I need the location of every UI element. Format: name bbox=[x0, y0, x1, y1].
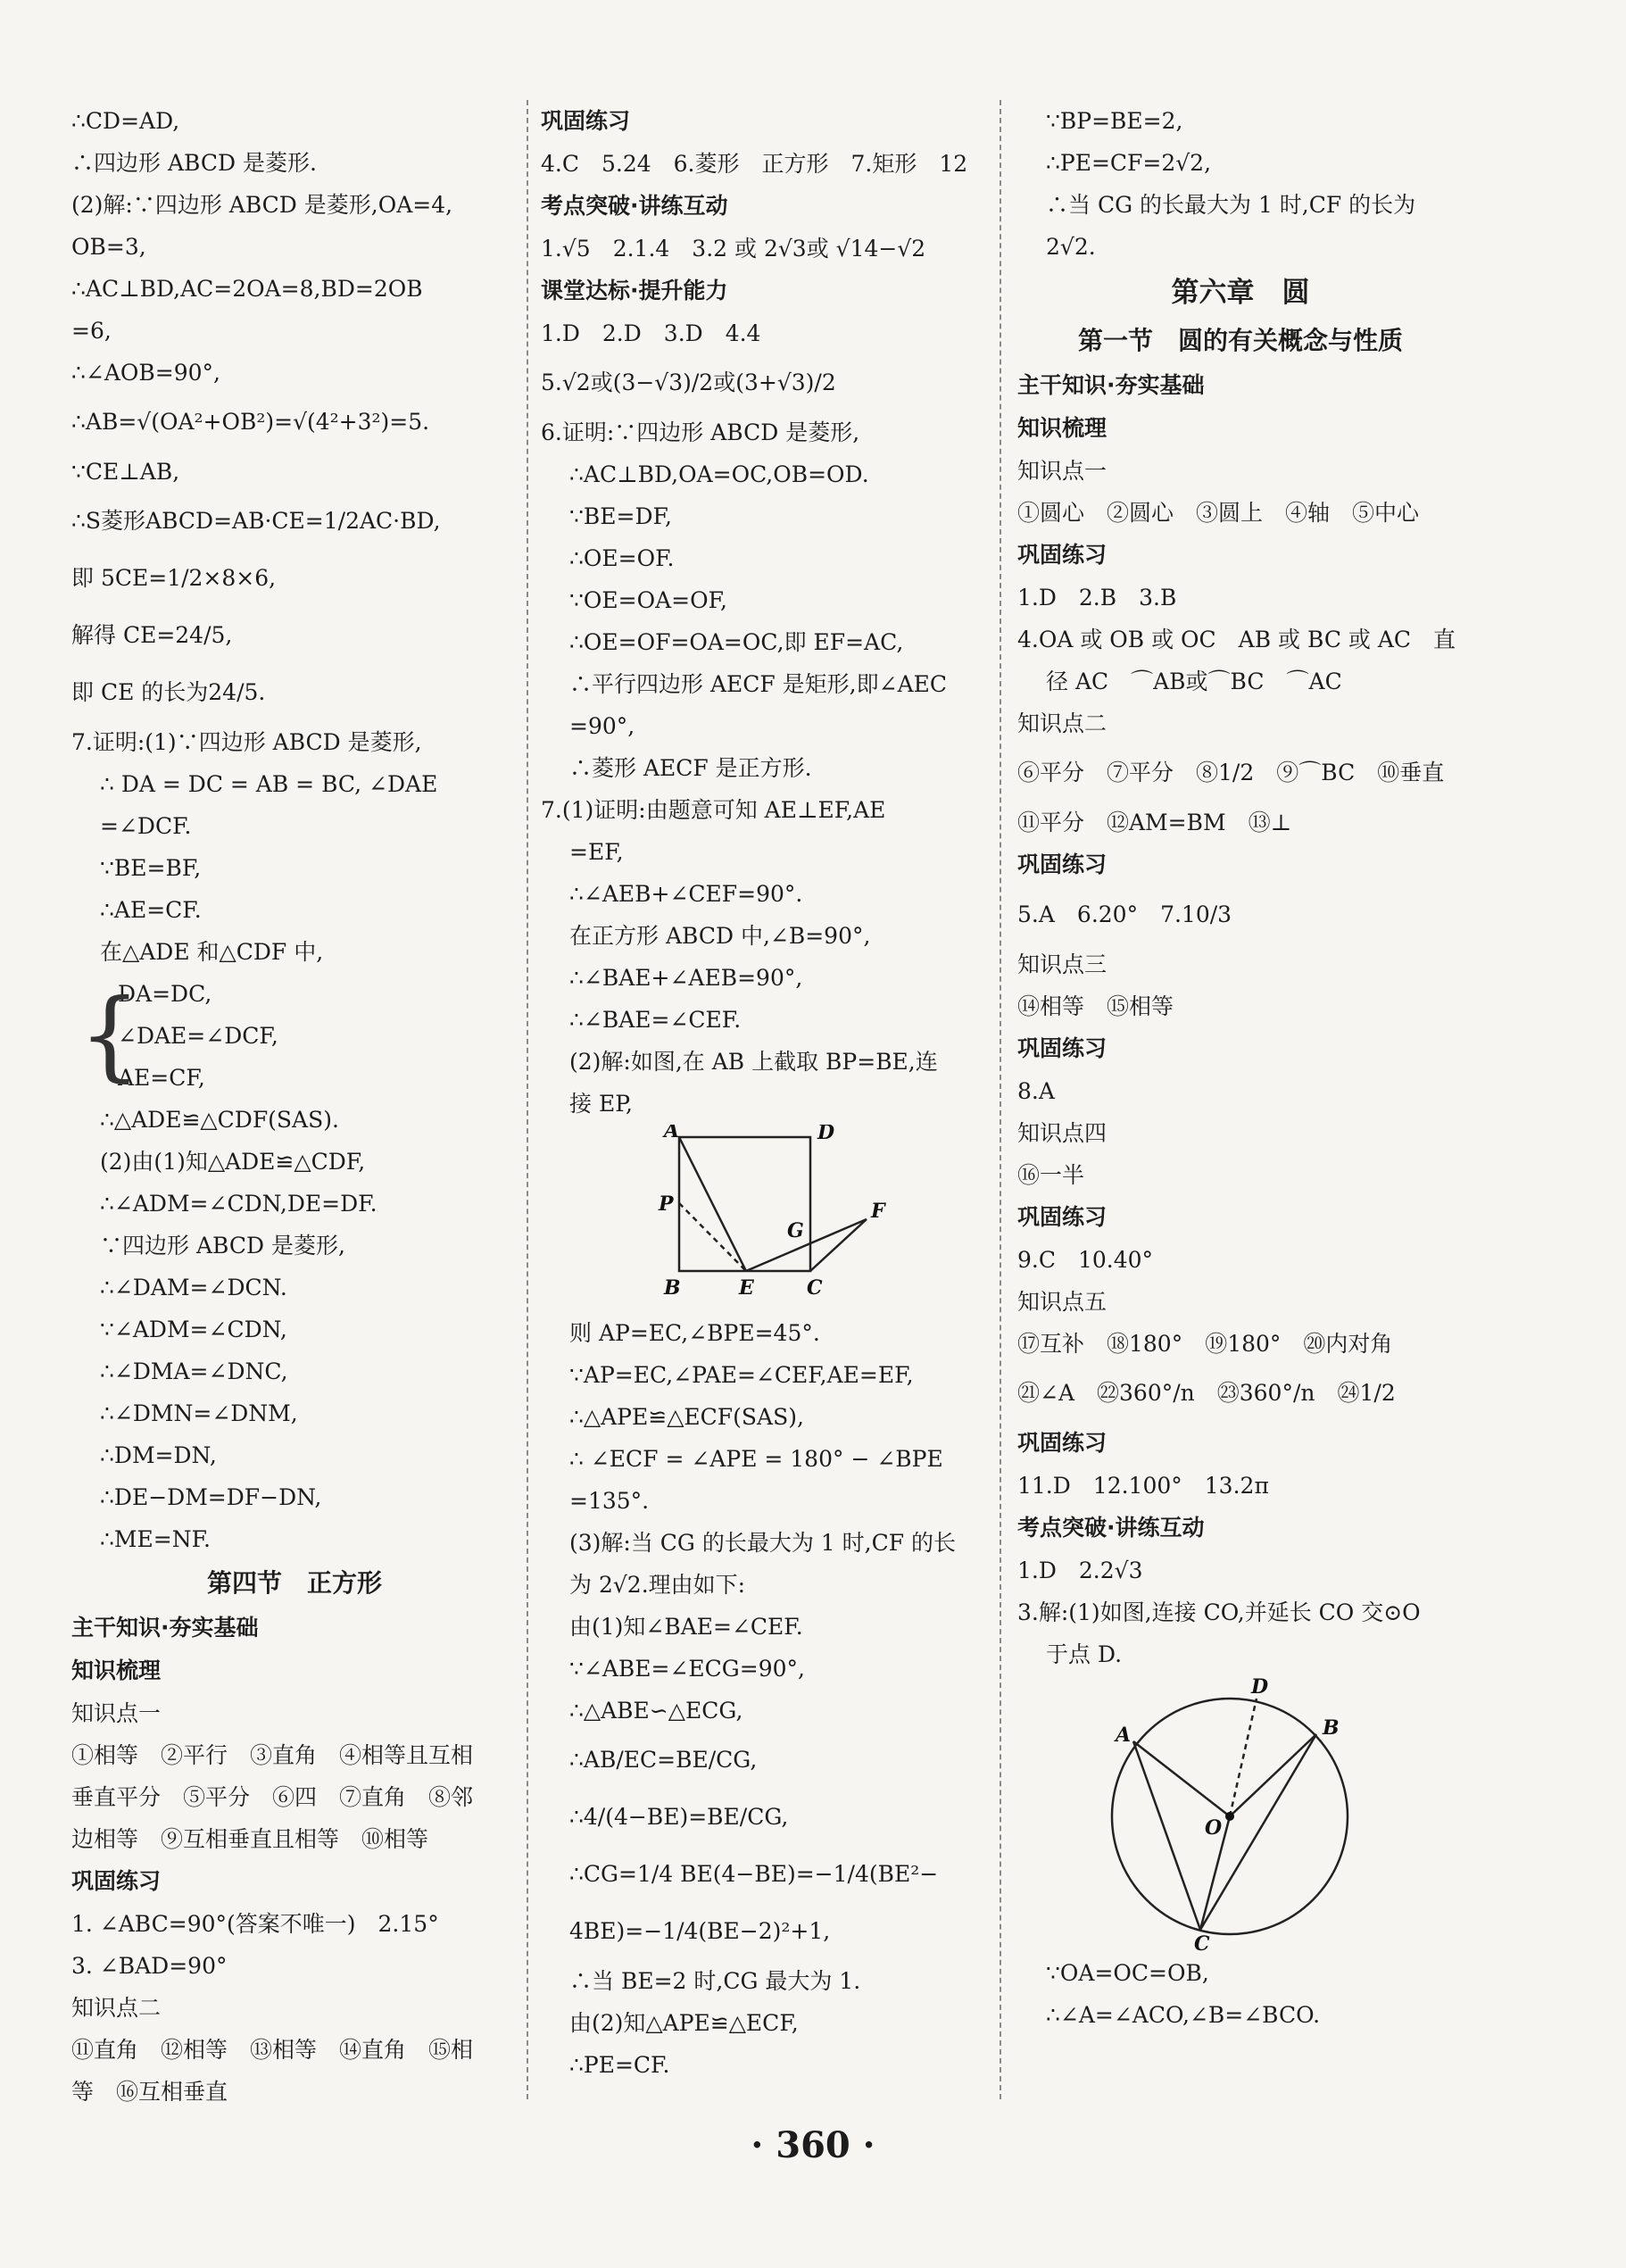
text-line: 边相等 ⑨互相垂直且相等 ⑩相等 bbox=[71, 1826, 429, 1852]
text-line: ∴∠BAE=∠CEF. bbox=[569, 1007, 742, 1033]
text-line: ∵四边形 ABCD 是菱形, bbox=[100, 1233, 345, 1259]
label-p: P bbox=[659, 1192, 674, 1216]
text-line: ∴OE=OF. bbox=[569, 545, 675, 571]
text-line: ∴∠A=∠ACO,∠B=∠BCO. bbox=[1046, 2002, 1321, 2028]
text-line: 9.C 10.40° bbox=[1017, 1247, 1154, 1273]
text-line: =90°, bbox=[569, 713, 635, 739]
text-line: DA=DC, bbox=[118, 981, 212, 1007]
brace-icon: { bbox=[79, 977, 141, 1092]
text-line: 知识点二 bbox=[1017, 710, 1108, 736]
page-number: · 360 · bbox=[751, 2124, 875, 2166]
text-line: ∴△ABE∽△ECG, bbox=[569, 1698, 743, 1724]
text-line: 由(1)知∠BAE=∠CEF. bbox=[569, 1614, 803, 1640]
subsection-heading: 巩固练习 bbox=[1017, 1430, 1108, 1456]
label-g: G bbox=[787, 1219, 804, 1242]
column-3 bbox=[1017, 100, 1464, 2036]
text-line: 1.D 2.B 3.B bbox=[1017, 585, 1177, 611]
subsection-heading: 巩固练习 bbox=[1017, 852, 1108, 877]
text-line: =EF, bbox=[569, 839, 624, 865]
segment-ac bbox=[1133, 1741, 1200, 1930]
subsection-heading: 巩固练习 bbox=[1017, 1035, 1108, 1061]
text-line: 4.C 5.24 6.菱形 正方形 7.矩形 12 bbox=[541, 151, 968, 177]
label-d: D bbox=[1251, 1675, 1269, 1699]
text-line: 由(2)知△APE≌△ECF, bbox=[569, 2010, 799, 2036]
segment-od bbox=[1230, 1699, 1257, 1816]
text-line: ∵BP=BE=2, bbox=[1046, 108, 1183, 134]
text-line: 即 5CE=1/2×8×6, bbox=[71, 565, 277, 591]
text-line: 垂直平分 ⑤平分 ⑥四 ⑦直角 ⑧邻 bbox=[71, 1784, 474, 1810]
text-line: ⑯一半 bbox=[1017, 1162, 1085, 1188]
text-line: =135°. bbox=[569, 1488, 650, 1514]
label-b: B bbox=[664, 1276, 681, 1300]
column-2 bbox=[541, 100, 991, 2086]
text-line: ∴AC⊥BD,OA=OC,OB=OD. bbox=[569, 461, 869, 487]
subsection-heading: 主干知识·夯实基础 bbox=[71, 1615, 259, 1641]
label-a: A bbox=[664, 1125, 680, 1142]
text-line: 2√2. bbox=[1046, 234, 1096, 260]
subsection-heading: 知识梳理 bbox=[71, 1657, 162, 1683]
text-line: 4BE)=−1/4(BE−2)²+1, bbox=[569, 1918, 831, 1944]
text-line: 5.√2或(3−√3)/2或(3+√3)/2 bbox=[541, 370, 836, 395]
text-line: ∴ME=NF. bbox=[100, 1526, 211, 1552]
text-line: ∵∠ADM=∠CDN, bbox=[100, 1317, 287, 1342]
label-a: A bbox=[1116, 1724, 1132, 1747]
text-line: 于点 D. bbox=[1046, 1641, 1123, 1667]
subsection-heading: 主干知识·夯实基础 bbox=[1017, 372, 1205, 398]
text-line: ∴AB=√(OA²+OB²)=√(4²+3²)=5. bbox=[71, 409, 430, 435]
text-line: ∴4/(4−BE)=BE/CG, bbox=[569, 1804, 789, 1830]
text-line: ∴OE=OF=OA=OC,即 EF=AC, bbox=[569, 629, 904, 655]
subsection-heading: 考点突破·讲练互动 bbox=[541, 193, 728, 219]
text-line: ∴菱形 AECF 是正方形. bbox=[569, 755, 812, 781]
text-line: ⑭相等 ⑮相等 bbox=[1017, 993, 1174, 1019]
text-line: ∵AP=EC,∠PAE=∠CEF,AE=EF, bbox=[569, 1362, 914, 1388]
text-line: ∴PE=CF=2√2, bbox=[1046, 150, 1212, 176]
text-line: ①圆心 ②圆心 ③圆上 ④轴 ⑤中心 bbox=[1017, 500, 1420, 526]
text-line: =6, bbox=[71, 318, 112, 344]
text-line: 等 ⑯互相垂直 bbox=[71, 2079, 228, 2105]
text-line: ∴平行四边形 AECF 是矩形,即∠AEC bbox=[569, 671, 947, 697]
text-line: (3)解:当 CG 的长最大为 1 时,CF 的长 bbox=[569, 1530, 956, 1556]
text-line: 知识点五 bbox=[1017, 1289, 1108, 1315]
text-line: ∴PE=CF. bbox=[569, 2052, 670, 2078]
text-line: ∴ ∠ECF = ∠APE = 180° − ∠BPE bbox=[569, 1446, 943, 1472]
text-line: ∴AC⊥BD,AC=2OA=8,BD=2OB bbox=[71, 276, 423, 302]
text-line: ㉑∠A ㉒360°/n ㉓360°/n ㉔1/2 bbox=[1017, 1380, 1396, 1406]
subsection-heading: 巩固练习 bbox=[71, 1868, 162, 1894]
text-line: (2)解:如图,在 AB 上截取 BP=BE,连 bbox=[569, 1049, 938, 1075]
text-line: ∴∠DAM=∠DCN. bbox=[100, 1275, 287, 1300]
text-line: 知识点四 bbox=[1017, 1120, 1108, 1146]
segment-ae bbox=[679, 1137, 746, 1271]
text-line: 则 AP=EC,∠BPE=45°. bbox=[569, 1320, 820, 1346]
text-line: 7.(1)证明:由题意可知 AE⊥EF,AE bbox=[541, 797, 886, 823]
text-line: ∴当 CG 的长最大为 1 时,CF 的长为 bbox=[1046, 192, 1416, 218]
square-diagram bbox=[541, 1125, 991, 1312]
text-line: 知识点一 bbox=[1017, 458, 1108, 484]
text-line: 径 AC ⌒AB或⌒BC ⌒AC bbox=[1046, 669, 1342, 694]
circle-figure bbox=[1017, 1675, 1464, 1952]
text-line: 3. ∠BAD=90° bbox=[71, 1953, 228, 1979]
text-line: (2)由(1)知△ADE≌△CDF, bbox=[100, 1149, 366, 1175]
text-line: ∵BE=DF, bbox=[569, 503, 672, 529]
text-line: ∵BE=BF, bbox=[100, 855, 202, 881]
text-line: 1.D 2.D 3.D 4.4 bbox=[541, 320, 761, 346]
text-line: 1. ∠ABC=90°(答案不唯一) 2.15° bbox=[71, 1911, 439, 1937]
segment-bo bbox=[1230, 1734, 1316, 1816]
text-line: 在△ADE 和△CDF 中, bbox=[100, 939, 324, 965]
segment-cf bbox=[810, 1219, 867, 1271]
text-line: 1.D 2.2√3 bbox=[1017, 1558, 1143, 1583]
text-line: =∠DCF. bbox=[100, 813, 192, 839]
text-line: 即 CE 的长为24/5. bbox=[71, 679, 266, 705]
text-line: ∴∠ADM=∠CDN,DE=DF. bbox=[100, 1191, 377, 1217]
label-e: E bbox=[739, 1276, 754, 1300]
text-line: 解得 CE=24/5, bbox=[71, 622, 233, 648]
text-line: ①相等 ②平行 ③直角 ④相等且互相 bbox=[71, 1742, 474, 1768]
subsection-heading: 考点突破·讲练互动 bbox=[1017, 1515, 1205, 1541]
text-line: 接 EP, bbox=[569, 1091, 633, 1117]
text-line: ∵OE=OA=OF, bbox=[569, 587, 727, 613]
segment-pe bbox=[679, 1203, 746, 1271]
subsection-heading: 知识梳理 bbox=[1017, 415, 1108, 441]
text-line: ∴AE=CF. bbox=[100, 897, 202, 923]
text-line: ⑥平分 ⑦平分 ⑧1/2 ⑨⌒BC ⑩垂直 bbox=[1017, 760, 1445, 785]
square-figure bbox=[541, 1125, 991, 1312]
text-line: 4.OA 或 OB 或 OC AB 或 BC 或 AC 直 bbox=[1017, 627, 1456, 652]
circle-diagram bbox=[1017, 1675, 1464, 1952]
text-line: 3.解:(1)如图,连接 CO,并延长 CO 交⊙O bbox=[1017, 1599, 1421, 1625]
text-line: ∴四边形 ABCD 是菱形. bbox=[71, 150, 317, 176]
text-line: 8.A bbox=[1017, 1078, 1055, 1104]
label-c: C bbox=[1194, 1932, 1210, 1952]
column-divider bbox=[1000, 100, 1001, 2099]
subsection-heading: 巩固练习 bbox=[1017, 1204, 1108, 1230]
column-1 bbox=[71, 100, 518, 2113]
text-line: ∵OA=OC=OB, bbox=[1046, 1960, 1209, 1986]
text-line: 1.√5 2.1.4 3.2 或 2√3或 √14−√2 bbox=[541, 236, 926, 262]
text-line: ∴△ADE≌△CDF(SAS). bbox=[100, 1107, 339, 1133]
text-line: ∴∠BAE+∠AEB=90°, bbox=[569, 965, 803, 991]
text-line: AE=CF, bbox=[118, 1065, 205, 1091]
subsection-heading: 课堂达标·提升能力 bbox=[541, 278, 728, 303]
text-line: 7.证明:(1)∵四边形 ABCD 是菱形, bbox=[71, 729, 422, 755]
label-c: C bbox=[807, 1276, 823, 1300]
text-line: ⑰互补 ⑱180° ⑲180° ⑳内对角 bbox=[1017, 1331, 1393, 1357]
text-line: ∠DAE=∠DCF, bbox=[118, 1023, 278, 1049]
equation-system bbox=[71, 973, 518, 1099]
text-line: 知识点一 bbox=[71, 1700, 162, 1726]
text-line: ∴DE−DM=DF−DN, bbox=[100, 1484, 322, 1510]
text-line: 知识点二 bbox=[71, 1995, 162, 2021]
text-line: 5.A 6.20° 7.10/3 bbox=[1017, 901, 1232, 927]
text-line: ⑪平分 ⑫AM=BM ⑬⊥ bbox=[1017, 810, 1292, 835]
text-line: (2)解:∵四边形 ABCD 是菱形,OA=4, bbox=[71, 192, 453, 218]
text-line: ∴△APE≌△ECF(SAS), bbox=[569, 1404, 804, 1430]
text-line: ∴∠DMN=∠DNM, bbox=[100, 1400, 298, 1426]
label-b: B bbox=[1323, 1716, 1340, 1740]
text-line: OB=3, bbox=[71, 234, 146, 260]
text-line: ∴AB/EC=BE/CG, bbox=[569, 1747, 758, 1773]
text-line: 知识点三 bbox=[1017, 951, 1108, 977]
text-line: ∴∠AOB=90°, bbox=[71, 360, 220, 386]
label-o: O bbox=[1205, 1816, 1223, 1840]
section-title: 第一节 圆的有关概念与性质 bbox=[1077, 326, 1403, 355]
center-point bbox=[1225, 1812, 1234, 1821]
text-line: ∵CE⊥AB, bbox=[71, 459, 180, 485]
segment-ef bbox=[746, 1219, 867, 1271]
text-line: ∴DM=DN, bbox=[100, 1442, 217, 1468]
label-d: D bbox=[817, 1125, 835, 1144]
text-line: ∴当 BE=2 时,CG 最大为 1. bbox=[569, 1968, 861, 1994]
text-line: 11.D 12.100° 13.2π bbox=[1017, 1473, 1269, 1499]
text-line: ∴S菱形ABCD=AB·CE=1/2AC·BD, bbox=[71, 508, 441, 534]
text-line: ⑪直角 ⑫相等 ⑬相等 ⑭直角 ⑮相 bbox=[71, 2037, 474, 2063]
text-line: 6.证明:∵四边形 ABCD 是菱形, bbox=[541, 420, 860, 445]
text-line: ∴ DA = DC = AB = BC, ∠DAE bbox=[100, 771, 438, 797]
text-line: ∴∠AEB+∠CEF=90°. bbox=[569, 881, 803, 907]
text-line: ∴∠DMA=∠DNC, bbox=[100, 1358, 288, 1384]
column-divider bbox=[527, 100, 528, 2099]
chapter-title: 第六章 圆 bbox=[1171, 277, 1310, 309]
text-line: ∵∠ABE=∠ECG=90°, bbox=[569, 1656, 805, 1682]
text-line: 在正方形 ABCD 中,∠B=90°, bbox=[569, 923, 871, 949]
text-line: ∴CG=1/4 BE(4−BE)=−1/4(BE²− bbox=[569, 1861, 939, 1887]
text-line: 为 2√2.理由如下: bbox=[569, 1572, 746, 1598]
label-f: F bbox=[871, 1200, 885, 1223]
subsection-heading: 巩固练习 bbox=[541, 108, 631, 134]
text-line: ∴CD=AD, bbox=[71, 108, 180, 134]
section-title: 第四节 正方形 bbox=[206, 1568, 382, 1598]
subsection-heading: 巩固练习 bbox=[1017, 542, 1108, 568]
